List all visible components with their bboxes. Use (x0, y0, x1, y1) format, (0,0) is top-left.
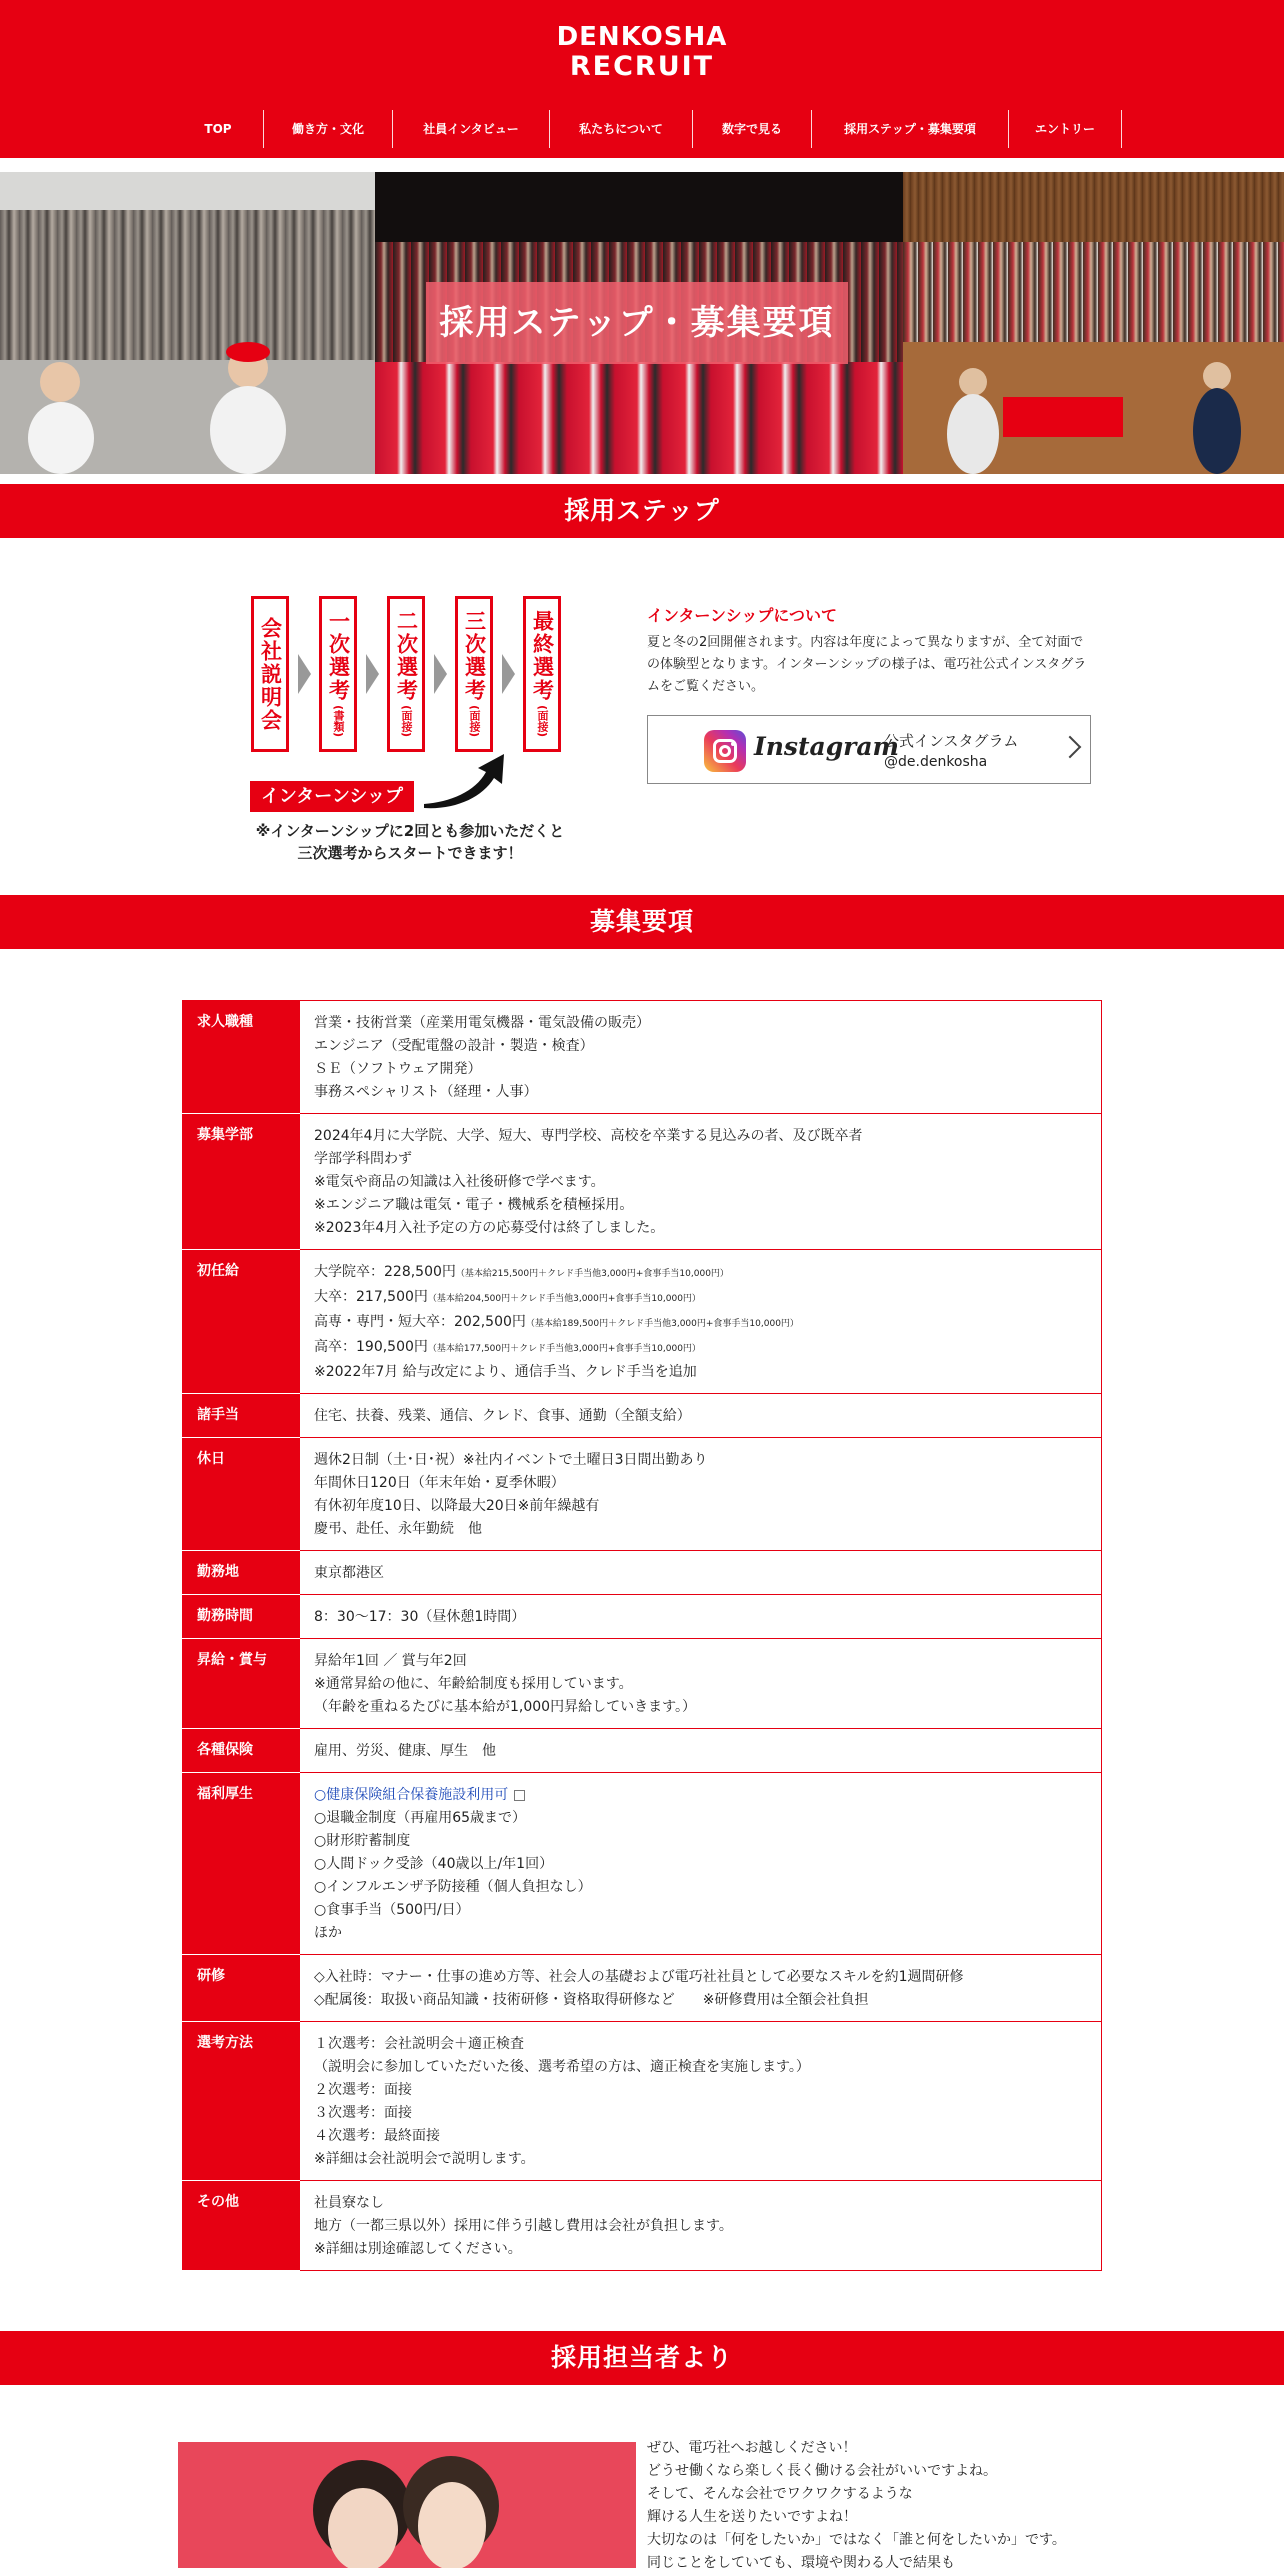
message-line: 輝ける人生を送りたいですよね！ (647, 2509, 857, 2525)
section-title-recruiter: 採用担当者より (0, 2331, 1284, 2385)
value-line: ○退職金制度（再雇用65歳まで） (314, 1810, 527, 1826)
value-line: 年間休日120日（年末年始・夏季休暇） (314, 1475, 565, 1491)
nav-item-interview[interactable]: 社員インタビュー (423, 122, 519, 136)
salary-amount: 高卒：190,500円 (314, 1339, 428, 1355)
value-line: ※エンジニア職は電気・電子・機械系を積極採用。 (314, 1197, 634, 1213)
table-row (183, 2181, 1102, 2271)
hero-photo-auditorium (903, 172, 1284, 474)
row-label: 諸手当 (183, 1394, 300, 1438)
internship-badge: インターンシップ (250, 781, 414, 812)
nav-item-top[interactable]: TOP (204, 122, 232, 136)
hero-banner (0, 172, 1284, 474)
value-line: ２次選考：面接 (314, 2082, 412, 2098)
step-arrow-icon (298, 654, 311, 694)
global-nav (0, 110, 1284, 148)
step-third-selection (455, 596, 493, 752)
site-header (0, 0, 1284, 158)
row-label: 募集学部 (183, 1114, 300, 1250)
row-label: 求人職種 (183, 1001, 300, 1114)
instagram-link-button[interactable] (647, 715, 1091, 784)
row-label: 各種保険 (183, 1729, 300, 1773)
external-link-icon[interactable] (514, 1790, 525, 1801)
row-label: 研修 (183, 1955, 300, 2022)
table-row (183, 1001, 1102, 1114)
step-sublabel: (書類) (332, 705, 345, 738)
value-line: ○人間ドック受診（40歳以上/年1回） (314, 1856, 554, 1872)
message-line: ぜひ、電巧社へお越しください！ (647, 2440, 857, 2456)
value-line: 住宅、扶養、残業、通信、クレド、食事、通勤（全額支給） (314, 1408, 691, 1424)
row-value (300, 2181, 1102, 2271)
table-row (183, 1394, 1102, 1438)
curved-arrow-icon (420, 752, 512, 812)
row-value (300, 1394, 1102, 1438)
step-label: 会社説明会 (258, 616, 283, 732)
instagram-label: 公式インスタグラム (884, 732, 1019, 750)
step-arrow-icon (434, 654, 447, 694)
table-row (183, 1438, 1102, 1551)
value-line: 事務スペシャリスト（経理・人事） (314, 1084, 538, 1100)
chevron-right-icon (1059, 736, 1082, 759)
value-line: 地方（一都三県以外）採用に伴う引越し費用は会社が負担します。 (314, 2218, 733, 2234)
value-line: 週休2日制（土･日･祝）※社内イベントで土曜日3日間出勤あり (314, 1452, 708, 1468)
nav-item-entry[interactable]: エントリー (1034, 122, 1095, 136)
table-row (183, 1595, 1102, 1639)
value-line: ＳＥ（ソフトウェア開発） (314, 1061, 482, 1077)
table-row (183, 1955, 1102, 2022)
instagram-handle: @de.denkosha (884, 754, 988, 770)
table-row (183, 1551, 1102, 1595)
step-label: 一次選考 (326, 610, 351, 703)
instagram-icon (704, 730, 746, 772)
value-line: １次選考：会社説明会＋適正検査 (314, 2036, 524, 2052)
salary-amount: 高専・専門・短大卒：202,500円 (314, 1314, 526, 1330)
table-row (183, 1639, 1102, 1729)
step-company-briefing (251, 596, 289, 752)
salary-breakdown: （基本給177,500円＋クレド手当他3,000円+食事手当10,000円） (427, 1344, 701, 1354)
value-line: 雇用、労災、健康、厚生 他 (314, 1743, 496, 1759)
internship-note-line-1: ※インターンシップに2回とも参加いただくと (255, 822, 565, 840)
salary-line (314, 1336, 1087, 1361)
salary-line (314, 1261, 1087, 1286)
value-line: ◇入社時：マナー・仕事の進め方等、社会人の基礎および電巧社社員として必要なスキルを約1週間研修 (314, 1969, 964, 1985)
step-sublabel: (面接) (468, 705, 481, 738)
table-row (183, 1114, 1102, 1250)
requirements-table (182, 1000, 1102, 2271)
recruiter-photo (178, 2442, 636, 2568)
value-line: ◇配属後：取扱い商品知識・技術研修・資格取得研修など ※研修費用は全額会社負担 (314, 1992, 869, 2008)
logo-line-2: RECRUIT (569, 51, 715, 82)
salary-amount: 大学院卒：228,500円 (314, 1264, 456, 1280)
value-line: 2024年4月に大学院、大学、短大、専門学校、高校を卒業する見込みの者、及び既卒者 (314, 1128, 863, 1144)
header-spacer (0, 158, 1284, 172)
row-value (300, 1250, 1102, 1394)
message-line: 大切なのは「何をしたいか」ではなく「誰と何をしたいか」です。 (647, 2532, 1066, 2548)
salary-amount: 大卒：217,500円 (314, 1289, 428, 1305)
section-title-steps: 採用ステップ (0, 484, 1284, 538)
salary-line (314, 1311, 1087, 1336)
site-logo[interactable] (0, 24, 1284, 80)
step-label: 三次選考 (462, 610, 487, 703)
table-row (183, 1250, 1102, 1394)
message-line: そして、そんな会社でワクワクするような (647, 2486, 913, 2502)
value-line: ○財形貯蓄制度 (314, 1833, 411, 1849)
row-value (300, 1551, 1102, 1595)
row-label: 福利厚生 (183, 1773, 300, 1955)
message-line: 同じことをしていても、環境や関わる人で結果も (647, 2555, 955, 2568)
step-sublabel: (面接) (400, 705, 413, 738)
hero-spacer (0, 474, 1284, 484)
row-label: 選考方法 (183, 2022, 300, 2181)
value-line: ３次選考：面接 (314, 2105, 412, 2121)
value-line: 東京都港区 (314, 1565, 384, 1581)
section-title-requirements: 募集要項 (0, 895, 1284, 949)
step-label: 二次選考 (394, 610, 419, 703)
row-label: 昇給・賞与 (183, 1639, 300, 1729)
salary-note: ※2022年7月 給与改定により、通信手当、クレド手当を追加 (314, 1364, 697, 1380)
value-line: 営業・技術営業（産業用電気機器・電気設備の販売） (314, 1015, 650, 1031)
hero-photo-outdoor-event (0, 172, 375, 474)
internship-note-line-2: 三次選考からスタートできます！ (297, 844, 523, 862)
logo-line-1: DENKOSHA (556, 22, 728, 52)
nav-item-numbers[interactable]: 数字で見る (721, 122, 782, 136)
salary-line (314, 1286, 1087, 1311)
salary-breakdown: （基本給204,500円＋クレド手当他3,000円+食事手当10,000円） (427, 1294, 701, 1304)
row-value (300, 1729, 1102, 1773)
row-value (300, 1639, 1102, 1729)
internship-description: 夏と冬の2回開催されます。内容は年度によって異なりますが、全て対面での体験型となります。インターンシップの様子は、電巧社公式インスタグラムをご覧ください。 (647, 635, 1087, 694)
value-line: （説明会に参加していただいた後、選考希望の方は、適正検査を実施します。） (314, 2059, 810, 2075)
value-line: ※詳細は会社説明会で説明します。 (314, 2151, 535, 2167)
step-label: 最終選考 (530, 610, 555, 703)
row-label: 初任給 (183, 1250, 300, 1394)
step-sublabel: (面接) (536, 705, 549, 738)
step-second-selection (387, 596, 425, 752)
step-first-selection (319, 596, 357, 752)
value-line: ※電気や商品の知識は入社後研修で学べます。 (314, 1174, 605, 1190)
row-value (300, 1438, 1102, 1551)
row-label: 勤務地 (183, 1551, 300, 1595)
nav-item-about[interactable]: 私たちについて (579, 122, 663, 136)
internship-note (240, 820, 580, 864)
row-value (300, 2022, 1102, 2181)
recruiter-message (647, 2437, 1167, 2568)
table-row (183, 2022, 1102, 2181)
row-label: 休日 (183, 1438, 300, 1551)
table-row (183, 1729, 1102, 1773)
value-line: ほか (314, 1925, 342, 1941)
value-line: 学部学科問わず (314, 1151, 412, 1167)
value-line: ○インフルエンザ予防接種（個人負担なし） (314, 1879, 592, 1895)
benefit-link-line (314, 1784, 1087, 1807)
row-value (300, 1001, 1102, 1114)
row-value (300, 1773, 1102, 1955)
nav-item-workstyle[interactable]: 働き方・文化 (291, 122, 364, 136)
value-line: 昇給年1回 ／ 賞与年2回 (314, 1653, 467, 1669)
internship-heading: インターンシップについて (647, 606, 838, 625)
value-line: ※2023年4月入社予定の方の応募受付は終了しました。 (314, 1220, 665, 1236)
value-line: ※通常昇給の他に、年齢給制度も採用しています。 (314, 1676, 633, 1692)
row-value (300, 1114, 1102, 1250)
value-line: 慶弔、赴任、永年勤続 他 (314, 1521, 482, 1537)
row-label: 勤務時間 (183, 1595, 300, 1639)
step-arrow-icon (366, 654, 379, 694)
row-value (300, 1955, 1102, 2022)
message-line: どうせ働くなら楽しく長く働ける会社がいいですよね。 (647, 2463, 997, 2479)
step-arrow-icon (502, 654, 515, 694)
hero-title: 採用ステップ・募集要項 (426, 282, 848, 364)
value-line: ○食事手当（500円/日） (314, 1902, 470, 1918)
value-line: ※詳細は別途確認してください。 (314, 2241, 522, 2257)
salary-breakdown: （基本給189,500円＋クレド手当他3,000円+食事手当10,000円） (525, 1319, 799, 1329)
step-final-selection (523, 596, 561, 752)
table-row (183, 1773, 1102, 1955)
value-line: エンジニア（受配電盤の設計・製造・検査） (314, 1038, 594, 1054)
value-line: 8：30～17：30（昼休憩1時間） (314, 1609, 526, 1625)
value-line: 有休初年度10日、以降最大20日※前年繰越有 (314, 1498, 600, 1514)
row-value (300, 1595, 1102, 1639)
value-line: 社員寮なし (314, 2195, 384, 2211)
health-insurance-facility-link[interactable]: ○健康保険組合保養施設利用可 (314, 1787, 509, 1803)
nav-divider (1121, 110, 1122, 148)
nav-item-steps[interactable]: 採用ステップ・募集要項 (844, 122, 976, 136)
salary-breakdown: （基本給215,500円＋クレド手当他3,000円+食事手当10,000円） (455, 1269, 729, 1279)
row-label: その他 (183, 2181, 300, 2271)
instagram-wordmark: Instagram (754, 732, 899, 761)
value-line: （年齢を重ねるたびに基本給が1,000円昇給していきます。） (314, 1699, 696, 1715)
value-line: ４次選考：最終面接 (314, 2128, 440, 2144)
